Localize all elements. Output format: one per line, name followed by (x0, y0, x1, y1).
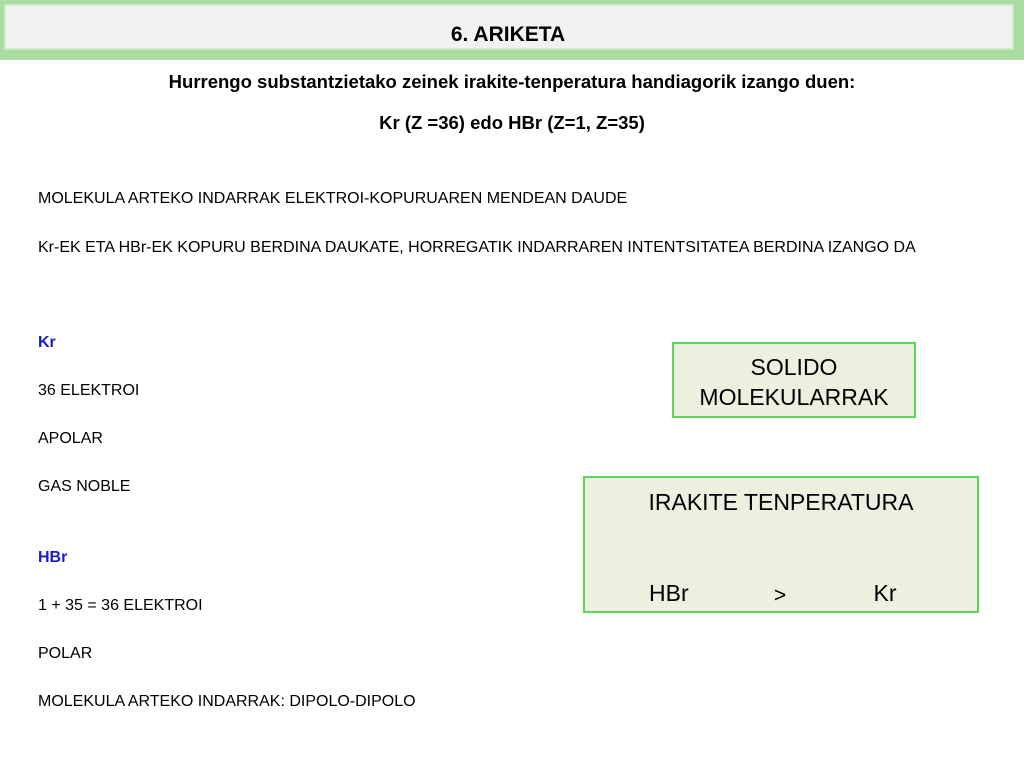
solid-box-line-2: MOLEKULARRAK (699, 384, 889, 410)
intro-paragraph-2: Kr-EK ETA HBr-EK KOPURU BERDINA DAUKATE, HORREGATIK INDARRAREN INTENTSITATEA BERDINA IZANGO DA (38, 239, 916, 256)
hbr-item-forces: MOLEKULA ARTEKO INDARRAK: DIPOLO-DIPOLO (38, 693, 416, 710)
slide-title: 6. ARIKETA (450, 23, 566, 46)
comparison-right: Kr (873, 580, 897, 606)
kr-item-polarity: APOLAR (38, 430, 103, 447)
hbr-heading: HBr (38, 549, 68, 566)
boiling-box-title: IRAKITE TENPERATURA (648, 489, 914, 515)
comparison-operator: > (773, 584, 787, 607)
boiling-point-box (583, 476, 979, 613)
comparison-left: HBr (649, 580, 689, 606)
kr-heading: Kr (38, 334, 56, 351)
solid-molecular-box (672, 342, 916, 418)
question-line-2: Kr (Z =36) edo HBr (Z=1, Z=35) (379, 112, 645, 133)
hbr-item-electrons: 1 + 35 = 36 ELEKTROI (38, 597, 203, 614)
solid-box-line-1: SOLIDO (750, 354, 838, 380)
question-line-1: Hurrengo substantzietako zeinek irakite-tenperatura handiagorik izango duen: (168, 71, 856, 92)
intro-paragraph-1: MOLEKULA ARTEKO INDARRAK ELEKTROI-KOPURUAREN MENDEAN DAUDE (38, 190, 628, 207)
kr-item-type: GAS NOBLE (38, 478, 131, 495)
kr-item-electrons: 36 ELEKTROI (38, 382, 140, 399)
title-band (0, 0, 1024, 60)
hbr-item-polarity: POLAR (38, 645, 93, 662)
